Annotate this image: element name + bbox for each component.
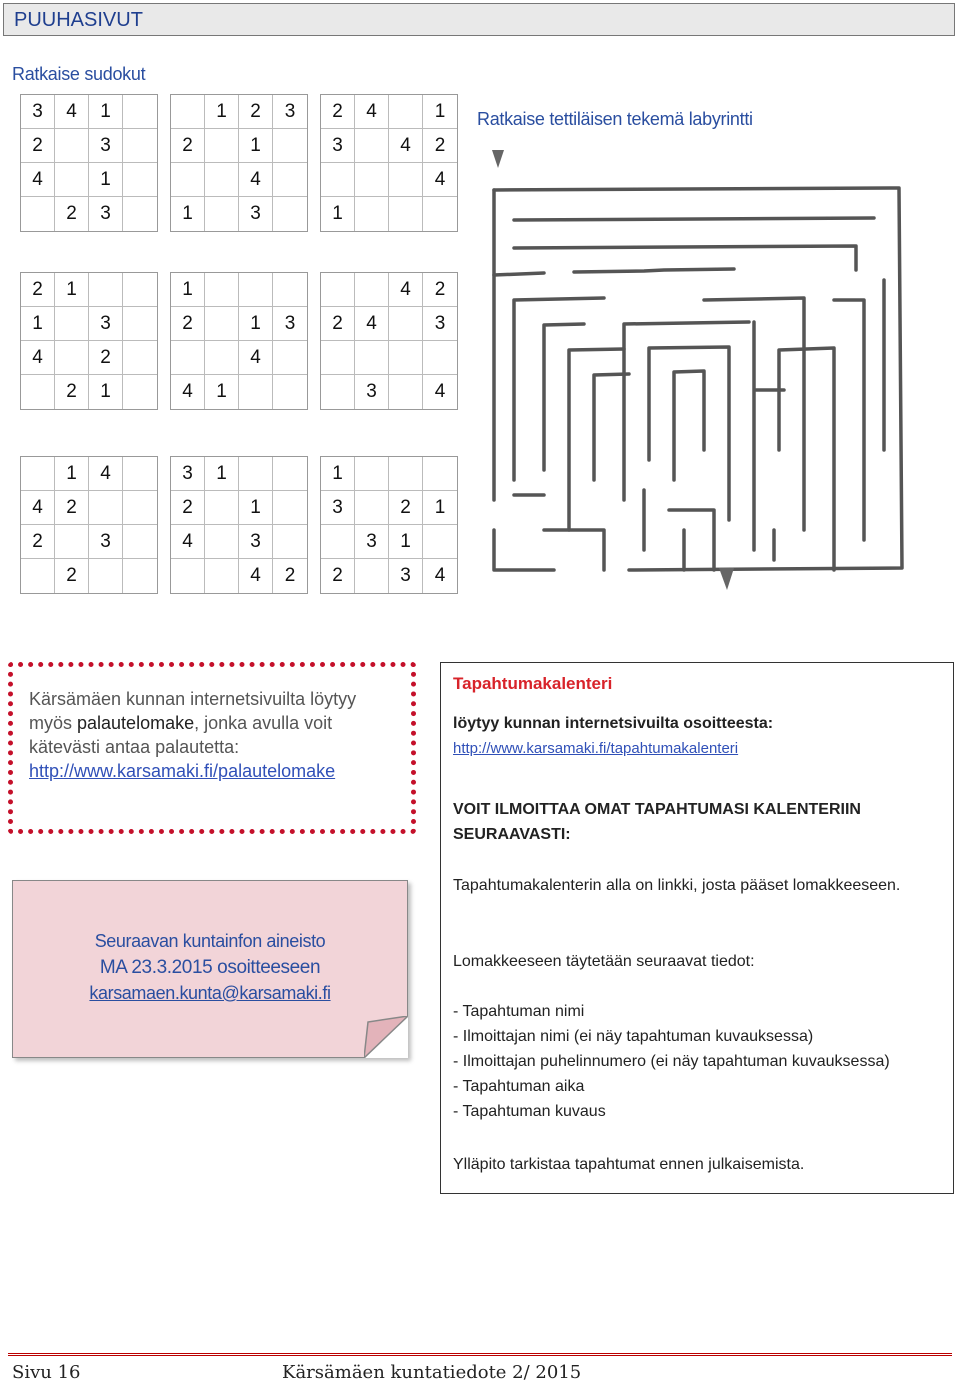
sudoku-cell[interactable] — [239, 273, 273, 307]
sudoku-cell[interactable]: 3 — [321, 129, 355, 163]
sudoku-cell[interactable] — [423, 197, 457, 231]
sudoku-cell[interactable]: 2 — [389, 491, 423, 525]
calendar-found-text: löytyy kunnan internetsivuilta osoitteesta: — [453, 715, 774, 732]
sudoku-cell[interactable]: 3 — [89, 307, 123, 341]
calendar-closing-text: Ylläpito tarkistaa tapahtumat ennen julkaisemista. — [453, 1156, 805, 1173]
sudoku-cell[interactable]: 1 — [389, 525, 423, 559]
sudoku-cell[interactable]: 3 — [239, 525, 273, 559]
sudoku-cell[interactable]: 1 — [21, 307, 55, 341]
sudoku-cell[interactable] — [55, 163, 89, 197]
sudoku-cell[interactable]: 2 — [89, 341, 123, 375]
sudoku-cell[interactable]: 2 — [55, 197, 89, 231]
sudoku-cell[interactable] — [273, 129, 307, 163]
sudoku-cell[interactable]: 4 — [434, 565, 446, 586]
sudoku-cell[interactable]: 1 — [239, 307, 273, 341]
calendar-form-intro: Lomakkeeseen täytetään seuraavat tiedot: — [453, 953, 755, 970]
sudoku-cell[interactable] — [123, 163, 157, 197]
sudoku-cell[interactable] — [355, 163, 389, 197]
sudoku-cell[interactable] — [321, 273, 355, 307]
sudoku-cell[interactable]: 2 — [55, 559, 89, 593]
sudoku-section-title: Ratkaise sudokut — [12, 64, 146, 84]
sudoku-cell[interactable] — [89, 491, 123, 525]
sudoku-cell[interactable] — [389, 341, 423, 375]
sudoku-cell[interactable] — [171, 341, 205, 375]
sudoku-cell[interactable]: 1 — [89, 375, 123, 409]
sudoku-cell[interactable]: 3 — [273, 307, 307, 341]
sudoku-cell[interactable]: 2 — [321, 307, 355, 341]
sudoku-cell[interactable] — [355, 273, 389, 307]
sudoku-cell[interactable] — [273, 525, 307, 559]
sudoku-cell[interactable]: 1 — [321, 197, 355, 231]
sudoku-cell[interactable]: 4 — [423, 163, 457, 197]
sudoku-grid — [170, 456, 308, 594]
sudoku-cell[interactable] — [171, 163, 205, 197]
sudoku-cell[interactable]: 1 — [89, 163, 123, 197]
sudoku-cell[interactable] — [355, 559, 389, 593]
sudoku-cell[interactable]: 4 — [89, 457, 123, 491]
sudoku-cell[interactable] — [239, 375, 273, 409]
sudoku-cell[interactable] — [55, 307, 89, 341]
sudoku-cell[interactable] — [89, 273, 123, 307]
maze-entry-arrow-icon — [492, 150, 504, 168]
feedback-line-2-pre: myös — [29, 713, 78, 733]
sudoku-cell[interactable] — [123, 197, 157, 231]
sudoku-cell[interactable]: 4 — [389, 273, 423, 307]
calendar-fields-list — [453, 999, 933, 1124]
note-line-1: Seuraavan kuntainfon aineisto — [94, 931, 326, 951]
sudoku-cell[interactable]: 4 — [171, 525, 205, 559]
sticky-note — [12, 880, 408, 1058]
sudoku-cell[interactable]: 2 — [55, 491, 89, 525]
sudoku-grid — [320, 456, 458, 594]
sudoku-cell[interactable]: 3 — [273, 95, 307, 129]
feedback-line-3: kätevästi antaa palautetta: — [29, 737, 240, 757]
list-item: - Tapahtuman kuvaus — [453, 1103, 606, 1120]
sudoku-cell[interactable] — [21, 375, 55, 409]
sudoku-cell[interactable] — [55, 129, 89, 163]
list-item: - Ilmoittajan puhelinnumero (ei näy tapahtuman kuvauksessa) — [453, 1053, 890, 1070]
sudoku-cell[interactable]: 3 — [89, 525, 123, 559]
sudoku-cell[interactable] — [389, 375, 423, 409]
list-item: - Ilmoittajan nimi (ei näy tapahtuman kuvauksessa) — [453, 1028, 814, 1045]
sudoku-cell[interactable] — [321, 525, 355, 559]
sudoku-cell[interactable] — [273, 375, 307, 409]
sudoku-cell[interactable]: 2 — [321, 559, 355, 593]
footer-publication: Kärsämäen kuntatiedote 2/ 2015 — [282, 1362, 582, 1383]
sudoku-cell[interactable] — [423, 525, 457, 559]
sudoku-cell[interactable]: 2 — [171, 129, 205, 163]
sudoku-cell[interactable] — [55, 341, 89, 375]
sudoku-cell[interactable]: 2 — [423, 273, 457, 307]
sudoku-grid — [20, 272, 158, 410]
page-header-title: PUUHASIVUT — [14, 9, 143, 31]
sudoku-cell[interactable] — [21, 197, 55, 231]
sudoku-cell[interactable] — [123, 273, 157, 307]
sudoku-cell[interactable]: 1 — [205, 375, 239, 409]
sudoku-cell[interactable] — [273, 457, 307, 491]
sudoku-cell[interactable]: 2 — [284, 565, 296, 586]
sudoku-cell[interactable]: 2 — [239, 95, 273, 129]
sudoku-cell[interactable] — [89, 559, 123, 593]
sudoku-cell[interactable]: 4 — [239, 163, 273, 197]
sudoku-cell[interactable] — [205, 307, 239, 341]
sudoku-cell[interactable]: 4 — [355, 95, 389, 129]
sudoku-cell[interactable]: 3 — [389, 559, 423, 593]
sudoku-cell[interactable] — [355, 341, 389, 375]
sudoku-cell[interactable] — [389, 95, 423, 129]
sudoku-cell[interactable]: 3 — [21, 95, 55, 129]
feedback-link[interactable]: http://www.karsamaki.fi/palautelomake — [29, 761, 336, 781]
sudoku-cell[interactable] — [273, 197, 307, 231]
note-line-2: MA 23.3.2015 osoitteeseen — [99, 957, 321, 978]
sudoku-cell[interactable]: 4 — [434, 381, 446, 402]
sudoku-cell[interactable] — [55, 525, 89, 559]
sudoku-cell[interactable] — [355, 491, 389, 525]
sudoku-cell[interactable] — [273, 491, 307, 525]
sudoku-cell[interactable]: 1 — [55, 273, 89, 307]
maze-image — [484, 150, 914, 590]
sudoku-cell[interactable] — [205, 559, 239, 593]
sudoku-cell[interactable] — [123, 129, 157, 163]
sudoku-cell[interactable] — [171, 559, 205, 593]
sudoku-cell[interactable]: 2 — [21, 129, 55, 163]
sudoku-cell[interactable] — [355, 457, 389, 491]
sudoku-cell[interactable]: 4 — [355, 307, 389, 341]
sudoku-cell[interactable]: 4 — [55, 95, 89, 129]
sudoku-cell[interactable] — [321, 375, 355, 409]
sudoku-cell[interactable] — [389, 307, 423, 341]
sudoku-cell[interactable] — [123, 491, 157, 525]
feedback-text — [29, 687, 409, 783]
sudoku-cell[interactable] — [123, 457, 157, 491]
sudoku-cell[interactable] — [205, 163, 239, 197]
sudoku-cell[interactable]: 1 — [171, 273, 205, 307]
list-item: - Tapahtuman nimi — [453, 1003, 585, 1020]
feedback-form-name: palautelomake — [77, 713, 195, 733]
sudoku-cell[interactable]: 3 — [89, 197, 123, 231]
sudoku-cell[interactable] — [123, 95, 157, 129]
feedback-box — [8, 662, 416, 834]
sudoku-cell[interactable]: 2 — [21, 273, 55, 307]
sudoku-cell[interactable] — [205, 197, 239, 231]
calendar-link-text: Tapahtumakalenterin alla on linkki, josta pääset lomakkeeseen. — [453, 877, 901, 894]
calendar-title: Tapahtumakalenteri — [453, 674, 613, 693]
feedback-line-2-post: , jonka avulla voit — [194, 713, 333, 733]
sudoku-cell[interactable]: 1 — [55, 457, 89, 491]
sudoku-cell[interactable]: 1 — [423, 95, 457, 129]
sudoku-cell[interactable]: 1 — [171, 197, 205, 231]
sudoku-cell[interactable]: 1 — [239, 129, 273, 163]
sudoku-cell[interactable]: 2 — [171, 307, 205, 341]
page-header — [3, 3, 955, 36]
sudoku-cell[interactable] — [273, 341, 307, 375]
sudoku-cell[interactable]: 1 — [423, 491, 457, 525]
sudoku-cell[interactable]: 4 — [389, 129, 423, 163]
sudoku-cell[interactable]: 4 — [239, 341, 273, 375]
sudoku-cell[interactable]: 4 — [171, 375, 205, 409]
calendar-url-link[interactable]: http://www.karsamaki.fi/tapahtumakalenteri — [453, 740, 739, 757]
sudoku-cell[interactable]: 3 — [423, 307, 457, 341]
sudoku-cell[interactable] — [123, 525, 157, 559]
sudoku-cell[interactable] — [321, 341, 355, 375]
sudoku-cell[interactable] — [273, 273, 307, 307]
sudoku-cell[interactable]: 4 — [21, 341, 55, 375]
footer-rule — [8, 1353, 952, 1358]
sudoku-cell[interactable]: 2 — [21, 525, 55, 559]
sudoku-cell[interactable] — [273, 163, 307, 197]
sudoku-cell[interactable]: 3 — [171, 457, 205, 491]
sudoku-cell[interactable]: 3 — [89, 129, 123, 163]
sudoku-cell[interactable]: 1 — [205, 95, 239, 129]
sudoku-cell[interactable]: 4 — [239, 559, 273, 593]
sudoku-grid — [170, 272, 308, 410]
sudoku-grid — [170, 94, 308, 232]
sudoku-cell[interactable]: 4 — [21, 163, 55, 197]
sudoku-cell[interactable]: 2 — [423, 129, 457, 163]
sudoku-cell[interactable] — [205, 273, 239, 307]
sudoku-cell[interactable]: 3 — [355, 375, 389, 409]
sudoku-cell[interactable]: 3 — [355, 525, 389, 559]
sudoku-cell[interactable] — [205, 525, 239, 559]
sudoku-cell[interactable] — [423, 341, 457, 375]
sudoku-cell[interactable] — [123, 307, 157, 341]
sudoku-cell[interactable] — [171, 95, 205, 129]
sudoku-cell[interactable] — [123, 375, 157, 409]
sudoku-grid — [20, 456, 158, 594]
maze-exit-arrow-icon — [719, 568, 734, 590]
sudoku-grid — [20, 94, 158, 232]
sudoku-cell[interactable]: 2 — [55, 375, 89, 409]
sudoku-cell[interactable] — [123, 559, 157, 593]
sudoku-cell[interactable] — [321, 163, 355, 197]
sudoku-cell[interactable]: 1 — [89, 95, 123, 129]
sudoku-cell[interactable] — [205, 341, 239, 375]
note-email-link[interactable]: karsamaen.kunta@karsamaki.fi — [89, 983, 331, 1003]
sudoku-grid — [320, 94, 458, 232]
sudoku-grid — [320, 272, 458, 410]
sudoku-cell[interactable]: 3 — [321, 491, 355, 525]
sudoku-cell[interactable] — [21, 457, 55, 491]
sudoku-cell[interactable]: 2 — [171, 491, 205, 525]
calendar-instructions-heading: VOIT ILMOITTAA OMAT TAPAHTUMASI KALENTERIIN SEURAAVASTI: — [453, 801, 861, 843]
sudoku-cell[interactable] — [239, 457, 273, 491]
sudoku-cell[interactable] — [389, 163, 423, 197]
note-fold-corner — [364, 1016, 408, 1058]
sudoku-cell[interactable] — [205, 491, 239, 525]
sudoku-cell[interactable] — [389, 197, 423, 231]
sudoku-cell[interactable]: 1 — [321, 457, 355, 491]
sudoku-cell[interactable] — [389, 457, 423, 491]
sudoku-cell[interactable] — [21, 559, 55, 593]
sudoku-cell[interactable] — [355, 197, 389, 231]
maze-section-title: Ratkaise tettiläisen tekemä labyrintti — [477, 109, 753, 129]
footer-page-number: Sivu 16 — [12, 1362, 81, 1383]
sudoku-cell[interactable] — [423, 457, 457, 491]
sudoku-cell[interactable]: 1 — [205, 457, 239, 491]
sudoku-cell[interactable]: 4 — [21, 491, 55, 525]
sudoku-cell[interactable] — [205, 129, 239, 163]
sudoku-cell[interactable] — [123, 341, 157, 375]
list-item: - Tapahtuman aika — [453, 1078, 585, 1095]
feedback-line-1: Kärsämäen kunnan internetsivuilta löytyy — [29, 689, 357, 709]
sudoku-cell[interactable]: 3 — [239, 197, 273, 231]
sudoku-cell[interactable] — [355, 129, 389, 163]
sudoku-cell[interactable]: 2 — [321, 95, 355, 129]
event-calendar-box — [440, 662, 954, 1194]
sudoku-cell[interactable]: 1 — [239, 491, 273, 525]
